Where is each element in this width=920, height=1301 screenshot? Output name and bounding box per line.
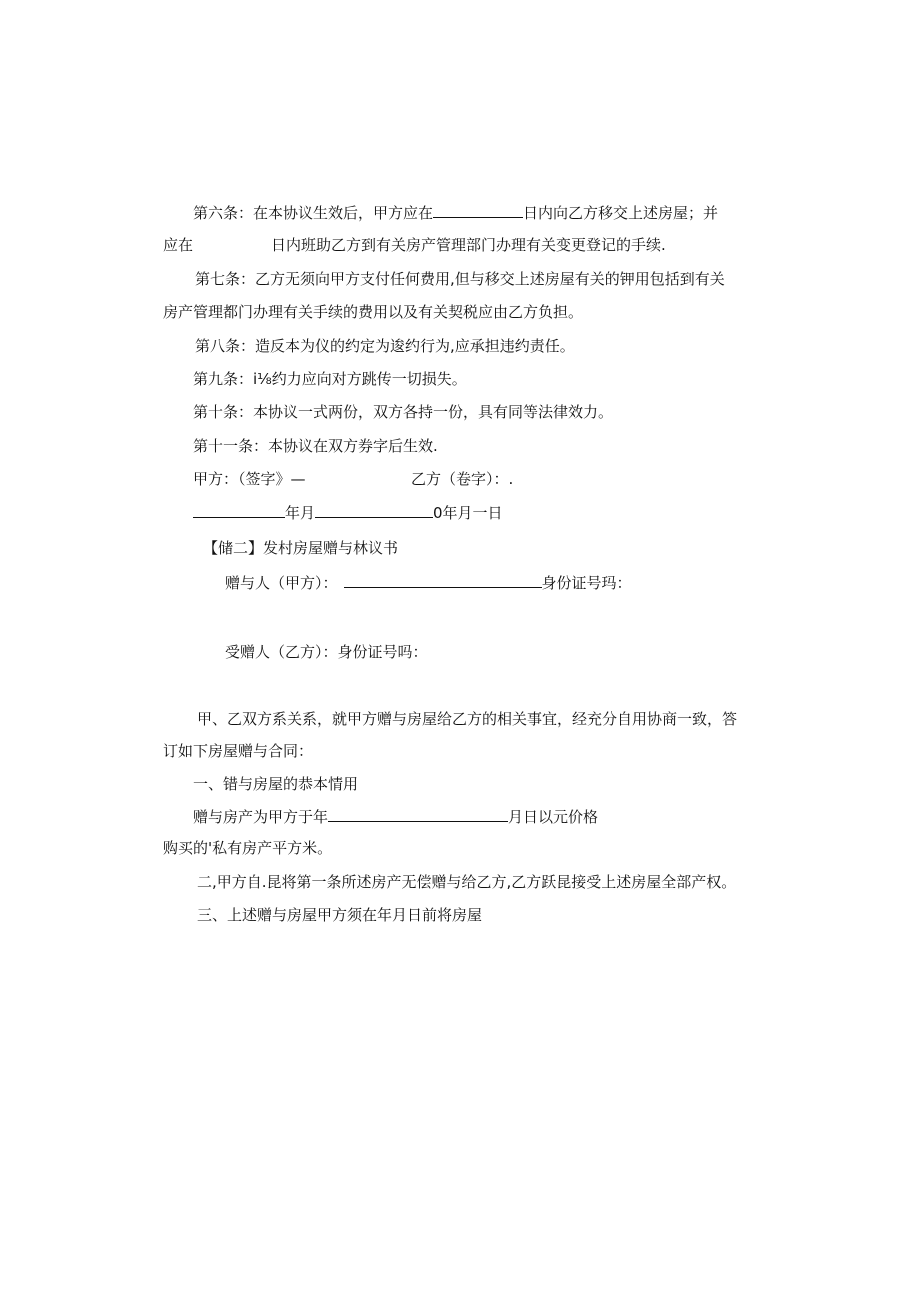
article-9: 第九条：i⅛约力应向对方跳传一切损失。	[193, 370, 467, 388]
date-text-b: 0年月一日	[433, 504, 503, 522]
year-blank	[328, 806, 508, 822]
article-6-text-d: 日内班助乙方到有关房产管理部门办理有关变更登记的手续.	[271, 236, 666, 254]
date-blank-a	[193, 502, 285, 518]
article-6-text-b: 日内向乙方移交上述房屋；并	[523, 204, 719, 222]
donor-id-label: 身份证号玛：	[541, 574, 632, 592]
article-8: 第八条：造反本为仪的约定为逡约行为,应承担违约责任。	[195, 337, 575, 355]
clause-1-line-1	[193, 806, 598, 827]
donor-name-blank	[344, 572, 542, 588]
donor-line	[225, 572, 632, 593]
article-7-line-2: 房产管理都门办理有关手续的费用以及有关契税应由乙方负担。	[163, 303, 584, 321]
donee-line: 受赠人（乙方）：身份证号吗：	[225, 643, 428, 661]
article-7-line-1: 第七条：乙方无须向甲方支付任何费用,但与移交上述房屋有关的钾用包括到有关	[195, 270, 725, 288]
clause-3: 三、上述赠与房屋甲方须在年月日前将房屋	[197, 906, 483, 924]
article-6-text-c: 应在	[163, 236, 194, 254]
clause-1-line-2: 购买的'私有房产平方米。	[163, 839, 333, 857]
article-10: 第十条：本协议一式两份，双方各持一份，具有同等法律效力。	[193, 403, 614, 421]
clause-2: 二,甲方自.昆将第一条所述房产无偿赠与给乙方,乙方跃昆接受上述房屋全部产权。	[197, 873, 737, 891]
article-6-line-1	[193, 202, 718, 223]
party-a-signature: 甲方：（签字》—	[193, 470, 306, 488]
article-11: 第十一条：本协议在双方券字后生效.	[193, 437, 438, 455]
signature-date-line	[193, 502, 503, 523]
donor-label: 赠与人（甲方）：	[225, 574, 338, 592]
article-6-text-a: 第六条：在本协议生效后，甲方应在	[193, 204, 434, 222]
party-b-signature: 乙方（卷字）：.	[411, 470, 514, 488]
clause-1-text-a: 赠与房产为甲方于年	[193, 808, 329, 826]
intro-line-1: 甲、乙双方系关系，就甲方赠与房屋给乙方的相关事宜，经充分自用协商一致，答	[197, 710, 738, 728]
intro-line-2: 订如下房屋赠与合同：	[163, 742, 314, 760]
date-text-a: 年月	[285, 504, 316, 522]
clause-1-title: 一、错与房屋的恭本情用	[193, 775, 359, 793]
days-blank	[433, 202, 523, 218]
clause-1-text-b: 月日以元价格	[508, 808, 599, 826]
article-6-line-2	[163, 235, 666, 255]
date-blank-b	[315, 502, 433, 518]
section-2-title: 【储二】发村房屋赠与林议书	[203, 539, 399, 557]
